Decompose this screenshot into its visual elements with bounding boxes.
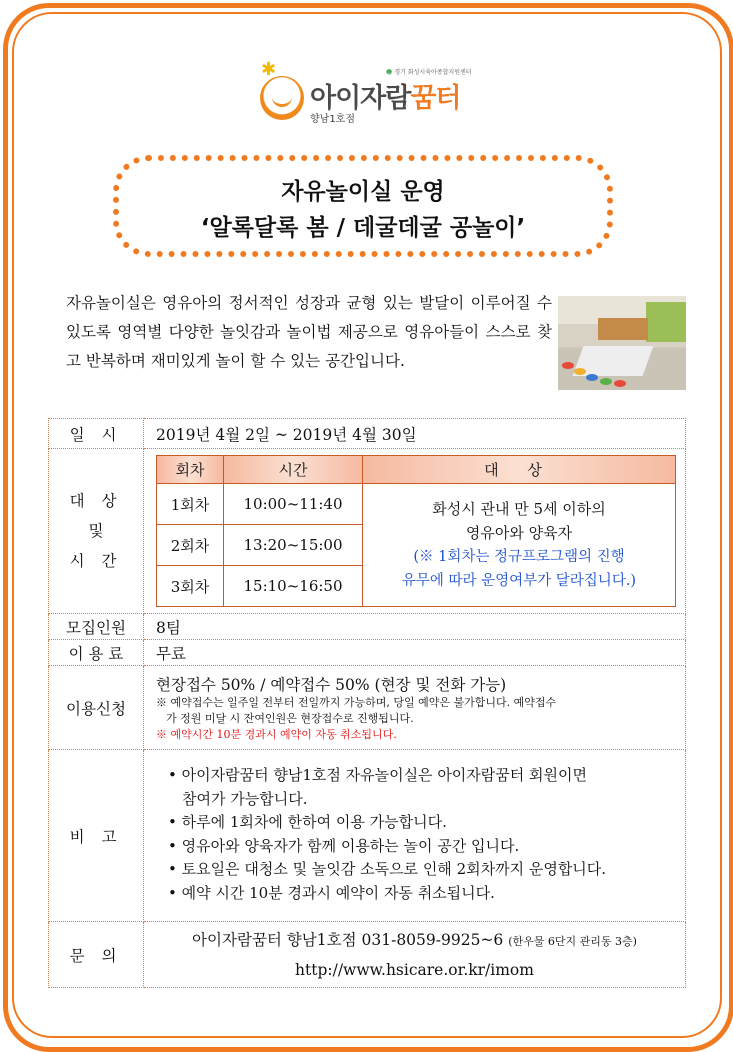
title-box	[113, 155, 613, 257]
apply-value	[144, 666, 686, 750]
audience-line: 화성시 관내 만 5세 이하의	[432, 500, 606, 518]
logo-name: 아이자람꿈터	[310, 83, 461, 114]
row-target	[49, 449, 686, 614]
list-item: 참여가 가능합니다.	[182, 789, 308, 808]
list-item: • 토요일은 대청소 및 놀잇감 소독으로 인해 2회차까지 운영합니다.	[168, 858, 685, 882]
list-item: • 하루에 1회차에 한하여 이용 가능합니다.	[168, 811, 685, 835]
contact-url[interactable]: http://www.hsicare.or.kr/imom	[295, 960, 534, 979]
capacity-label: 모집인원	[49, 614, 144, 640]
session-time: 10:00~11:40	[224, 484, 363, 525]
fee-label: 이 용 료	[49, 640, 144, 666]
fee-value: 무료	[144, 640, 686, 666]
session-note: (※ 1회차는 정규프로그램의 진행	[413, 549, 625, 565]
center-logo	[258, 59, 498, 130]
session-round: 1회차	[157, 484, 224, 525]
session-time: 15:10~16:50	[224, 566, 363, 607]
apply-note: 가 정원 미달 시 잔여인원은 현장접수로 진행됩니다.	[166, 711, 414, 725]
logo-branch: 향남1호점	[310, 114, 356, 125]
header-audience: 대 상	[363, 456, 676, 484]
list-item: • 영유아와 양육자가 함께 이용하는 놀이 공간 입니다.	[168, 835, 685, 859]
header-round: 회차	[157, 456, 224, 484]
apply-main: 현장접수 50% / 예약접수 50% (현장 및 전화 가능)	[156, 675, 507, 694]
intro-text: 자유놀이실은 영유아의 정서적인 성장과 균형 있는 발달이 이루어질 수 있도록 영역별 다양한 놀잇감과 놀이법 제공으로 영유아들이 스스로 찾고 반복하며 재미있게 놀이 할 수 있는 공간입니다.	[66, 294, 552, 370]
playroom-photo	[558, 296, 686, 390]
date-value: 2019년 4월 2일 ~ 2019년 4월 30일	[144, 419, 686, 449]
date-label: 일 시	[49, 419, 144, 449]
sparkle-icon: ✱	[261, 59, 277, 80]
capacity-value: 8팀	[144, 614, 686, 640]
contact-address: (한우물 6단지 관리동 3층)	[508, 934, 637, 948]
info-table	[48, 418, 686, 988]
contact-value	[144, 922, 686, 988]
page-title: 자유놀이실 운영	[281, 179, 445, 205]
row-capacity	[49, 614, 686, 640]
row-apply	[49, 666, 686, 750]
header-time: 시간	[224, 456, 363, 484]
page-subtitle: ‘알록달록 봄 / 데굴데굴 공놀이’	[200, 215, 526, 241]
remarks-label: 비 고	[49, 750, 144, 922]
row-date	[49, 419, 686, 449]
audience-line: 영유아와 양육자	[465, 524, 573, 542]
apply-note: ※ 예약접수는 일주일 전부터 전일까지 가능하며, 당일 예약은 불가합니다. 예약접수	[156, 695, 557, 709]
remarks-list	[156, 750, 685, 921]
contact-phone: 아이자람꿈터 향남1호점 031-8059-9925~6	[192, 930, 504, 949]
target-label: 대 상 및 시 간	[49, 449, 144, 614]
session-round: 2회차	[157, 525, 224, 566]
row-fee	[49, 640, 686, 666]
session-round: 3회차	[157, 566, 224, 607]
session-time: 13:20~15:00	[224, 525, 363, 566]
audience-cell	[363, 484, 676, 607]
apply-label: 이용신청	[49, 666, 144, 750]
session-note: 유무에 따라 운영여부가 달라집니다.)	[401, 573, 637, 589]
list-item: • 아이자람꿈터 향남1호점 자유놀이실은 아이자람꿈터 회원이면	[168, 764, 685, 788]
row-remarks	[49, 750, 686, 922]
target-value	[144, 449, 686, 614]
schedule-table	[156, 455, 676, 607]
remarks-value	[144, 750, 686, 922]
logo-tagline: ☻ 경기 화성시육아종합지원센터	[386, 69, 472, 76]
apply-cancel-note: ※ 예약시간 10분 경과시 예약이 자동 취소됩니다.	[156, 727, 397, 741]
list-item: • 예약 시간 10분 경과시 예약이 자동 취소됩니다.	[168, 882, 685, 906]
row-contact	[49, 922, 686, 988]
contact-label: 문 의	[49, 922, 144, 988]
